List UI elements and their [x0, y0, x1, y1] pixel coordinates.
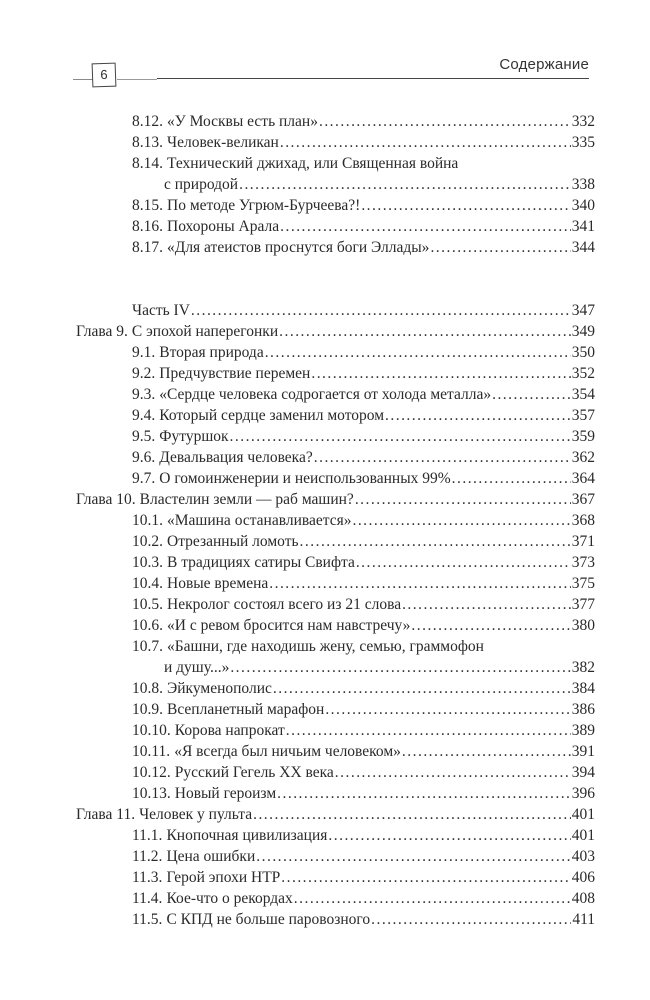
toc-entry[interactable] — [132, 741, 595, 762]
toc-entry-title: Который сердце заменил мотором — [159, 407, 385, 424]
toc-page-number: 350 — [571, 344, 595, 361]
toc-entry-number: 10.6. — [132, 617, 163, 634]
toc-entry[interactable] — [132, 384, 595, 405]
toc-entry-title: Некролог состоял всего из 21 слова — [167, 596, 402, 613]
running-header — [0, 0, 650, 100]
toc-entry-number: 10.4. — [132, 575, 163, 592]
toc-entry-number: 8.16. — [132, 218, 163, 235]
toc-entry-title: Новый героизм — [174, 785, 277, 802]
dot-leader — [281, 867, 570, 888]
dot-leader — [269, 573, 571, 594]
toc-page-number: 357 — [571, 407, 595, 424]
toc-page-number: 394 — [571, 764, 595, 781]
dot-leader — [300, 531, 571, 552]
toc-entry[interactable] — [132, 909, 595, 930]
toc-entry[interactable] — [132, 132, 595, 153]
dot-leader — [452, 468, 571, 489]
toc-entry-title: О гомоинженерии и неиспользованных 99% — [159, 470, 451, 487]
toc-entry-number: 8.12. — [132, 113, 163, 130]
toc-entry-title: Человек у пульта — [139, 806, 253, 823]
toc-entry-title-continuation: и душу...» — [164, 659, 230, 676]
dot-leader — [371, 909, 571, 930]
toc-entry-title: Предчувствие перемен — [159, 365, 311, 382]
toc-entry[interactable] — [132, 699, 595, 720]
dot-leader — [314, 447, 571, 468]
toc-chapter[interactable] — [76, 489, 595, 510]
toc-page-number: 340 — [571, 197, 595, 214]
toc-page-number: 406 — [571, 869, 595, 886]
toc-entry[interactable] — [132, 762, 595, 783]
toc-page-number: 401 — [571, 827, 595, 844]
toc-entry-number: Глава 9. — [76, 323, 128, 340]
toc-page-number: 332 — [571, 113, 595, 130]
dot-leader — [361, 195, 570, 216]
toc-entry[interactable] — [132, 594, 595, 615]
toc-entry-number: Глава 10. — [76, 491, 136, 508]
dot-leader — [239, 174, 571, 195]
toc-entry-title: Футуршок — [159, 428, 229, 445]
toc-entry[interactable] — [132, 783, 595, 804]
toc-entry-title: Новые времена — [167, 575, 269, 592]
toc-entry-number: 8.15. — [132, 197, 163, 214]
toc-entry[interactable] — [132, 552, 595, 573]
toc-page-number: 384 — [571, 680, 595, 697]
page-number-box: 6 — [92, 63, 117, 88]
toc-page-number: 377 — [571, 596, 595, 613]
toc-entry[interactable] — [132, 153, 458, 174]
header-rule-mid — [117, 79, 157, 80]
dot-leader — [273, 678, 571, 699]
dot-leader — [311, 363, 570, 384]
dot-leader — [265, 342, 571, 363]
dot-leader — [328, 825, 570, 846]
toc-page-number: 354 — [571, 386, 595, 403]
toc-entry-title: Человек-великан — [167, 134, 279, 151]
header-rule-right — [157, 78, 589, 79]
toc-entry-title: «Башни, где находишь жену, семью, граммофон — [167, 638, 484, 655]
header-rule-left — [73, 79, 93, 80]
dot-leader — [230, 426, 571, 447]
toc-entry-title: Вторая природа — [159, 344, 264, 361]
toc-page-number: 362 — [571, 449, 595, 466]
toc-entry[interactable] — [132, 195, 595, 216]
section-title: Содержание — [499, 56, 589, 73]
toc-page-number: 373 — [571, 554, 595, 571]
toc-entry-number: 10.3. — [132, 554, 163, 571]
toc-entry[interactable] — [132, 573, 595, 594]
toc-entry[interactable] — [132, 678, 595, 699]
dot-leader — [411, 615, 570, 636]
toc-entry-title: «Я всегда был ничьим человеком» — [174, 743, 401, 760]
toc-entry-number: 10.10. — [132, 722, 171, 739]
toc-entry-number: Глава 11. — [76, 806, 136, 823]
toc-part[interactable] — [132, 300, 595, 321]
toc-entry-number: 8.17. — [132, 239, 163, 256]
toc-page-number: 396 — [571, 785, 595, 802]
toc-entry-title: «Для атеистов проснутся боги Эллады» — [167, 239, 430, 256]
toc-page-number: 344 — [571, 239, 595, 256]
dot-leader — [280, 216, 571, 237]
toc-page-number: 389 — [571, 722, 595, 739]
toc-entry-number: 10.5. — [132, 596, 163, 613]
dot-leader — [256, 846, 570, 867]
toc-entry-title: Властелин земли — раб машин? — [139, 491, 354, 508]
toc-chapter[interactable] — [76, 321, 595, 342]
toc-page-number: 364 — [571, 470, 595, 487]
dot-leader — [402, 741, 571, 762]
toc-page-number: 386 — [571, 701, 595, 718]
dot-leader — [385, 405, 571, 426]
toc-entry-number: 8.13. — [132, 134, 163, 151]
toc-entry-number: 11.2. — [132, 848, 163, 865]
dot-leader — [280, 132, 571, 153]
toc-entry-number: 10.1. — [132, 512, 163, 529]
dot-leader — [325, 699, 570, 720]
toc-page-number: 408 — [571, 890, 595, 907]
toc-entry-title: Девальвация человека? — [159, 449, 313, 466]
dot-leader — [191, 300, 571, 321]
toc-entry-title: С эпохой наперегонки — [131, 323, 279, 340]
toc-page-number: 401 — [571, 806, 595, 823]
toc-entry[interactable] — [132, 846, 595, 867]
toc-entry[interactable] — [132, 426, 595, 447]
toc-entry[interactable] — [132, 720, 595, 741]
toc-entry[interactable] — [132, 237, 595, 258]
dot-leader — [352, 510, 570, 531]
toc-entry-title: Корова напрокат — [174, 722, 285, 739]
toc-entry-number: 9.3. — [132, 386, 156, 403]
toc-entry-number: 11.5. — [132, 911, 163, 928]
toc-entry-number: 11.3. — [132, 869, 163, 886]
toc-entry[interactable] — [132, 447, 595, 468]
dot-leader — [430, 237, 570, 258]
toc-entry-continuation[interactable] — [164, 174, 595, 195]
toc-entry-title: В традициях сатиры Свифта — [167, 554, 355, 571]
toc-entry-number: 8.14. — [132, 155, 163, 172]
toc-entry[interactable] — [132, 111, 595, 132]
toc-entry-title: Эйкуменополис — [167, 680, 272, 697]
toc-entry-title-continuation: с природой — [164, 176, 239, 193]
toc-entry-title: «И с ревом бросится нам навстречу» — [167, 617, 411, 634]
toc-entry-number: 9.7. — [132, 470, 156, 487]
toc-entry-title: «Машина останавливается» — [167, 512, 352, 529]
toc-entry-title: По методе Угрюм-Бурчеева?! — [167, 197, 361, 214]
toc-entry-continuation[interactable] — [164, 657, 595, 678]
toc-entry[interactable] — [132, 510, 595, 531]
toc-entry[interactable] — [132, 216, 595, 237]
toc-entry-number: 11.4. — [132, 890, 163, 907]
toc-page-number: 382 — [571, 659, 595, 676]
toc-entry-title: Герой эпохи НТР — [166, 869, 281, 886]
dot-leader — [277, 783, 571, 804]
toc-entry[interactable] — [132, 615, 595, 636]
toc-page-number: 403 — [571, 848, 595, 865]
toc-page-number: 341 — [571, 218, 595, 235]
toc-entry[interactable] — [132, 363, 595, 384]
dot-leader — [335, 762, 571, 783]
toc-page-number: 335 — [571, 134, 595, 151]
dot-leader — [253, 804, 571, 825]
toc-entry[interactable] — [132, 342, 595, 363]
toc-entry-title: Цена ошибки — [166, 848, 256, 865]
toc-entry-number: 10.12. — [132, 764, 171, 781]
toc-entry-title: Технический джихад, или Священная война — [167, 155, 459, 172]
toc-entry-title: «У Москвы есть план» — [167, 113, 318, 130]
dot-leader — [230, 657, 570, 678]
dot-leader — [319, 111, 571, 132]
toc-entry-number: 9.4. — [132, 407, 156, 424]
toc-entry[interactable] — [132, 825, 595, 846]
toc-page-number: 349 — [571, 323, 595, 340]
toc-page-number: 371 — [571, 533, 595, 550]
dot-leader — [402, 594, 571, 615]
toc-page-number: 375 — [571, 575, 595, 592]
toc-entry-number: 10.13. — [132, 785, 171, 802]
toc-entry-number: 10.8. — [132, 680, 163, 697]
toc-entry-number: 9.1. — [132, 344, 156, 361]
toc-entry-number: 9.5. — [132, 428, 156, 445]
toc-page-number: 368 — [571, 512, 595, 529]
toc-page-number: 380 — [571, 617, 595, 634]
toc-page-number: 391 — [571, 743, 595, 760]
dot-leader — [492, 384, 571, 405]
toc-entry[interactable] — [132, 888, 595, 909]
toc-page-number: 347 — [571, 302, 595, 319]
toc-page-number: 359 — [571, 428, 595, 445]
toc-entry[interactable] — [132, 405, 595, 426]
dot-leader — [286, 720, 571, 741]
toc-entry-title: Отрезанный ломоть — [167, 533, 299, 550]
toc-entry-title: Похороны Арала — [167, 218, 280, 235]
toc-entry[interactable] — [132, 636, 484, 657]
toc-entry-title: «Сердце человека содрогается от холода металла» — [159, 386, 492, 403]
dot-leader — [294, 888, 571, 909]
toc-page-number: 411 — [572, 911, 595, 928]
toc-page-number: 367 — [571, 491, 595, 508]
toc-entry-title: Часть IV — [132, 302, 190, 319]
toc-entry-number: 10.7. — [132, 638, 163, 655]
dot-leader — [279, 321, 571, 342]
toc-entry-title: Русский Гегель XX века — [174, 764, 334, 781]
toc-entry-number: 10.9. — [132, 701, 163, 718]
toc-entry-title: С КПД не больше паровозного — [166, 911, 371, 928]
toc-entry-title: Всепланетный марафон — [167, 701, 325, 718]
toc-entry-number: 11.1. — [132, 827, 163, 844]
dot-leader — [356, 552, 571, 573]
toc-entry[interactable] — [132, 468, 595, 489]
toc-entry-title: Кое-что о рекордах — [166, 890, 293, 907]
toc-entry[interactable] — [132, 531, 595, 552]
toc-entry-number: 10.11. — [132, 743, 171, 760]
toc-entry-title: Кнопочная цивилизация — [166, 827, 328, 844]
toc-page-number: 352 — [571, 365, 595, 382]
toc-chapter[interactable] — [76, 804, 595, 825]
toc-entry-number: 9.6. — [132, 449, 156, 466]
dot-leader — [355, 489, 571, 510]
toc-page-number: 338 — [571, 176, 595, 193]
toc-entry-number: 10.2. — [132, 533, 163, 550]
toc-entry-number: 9.2. — [132, 365, 156, 382]
toc-entry[interactable] — [132, 867, 595, 888]
